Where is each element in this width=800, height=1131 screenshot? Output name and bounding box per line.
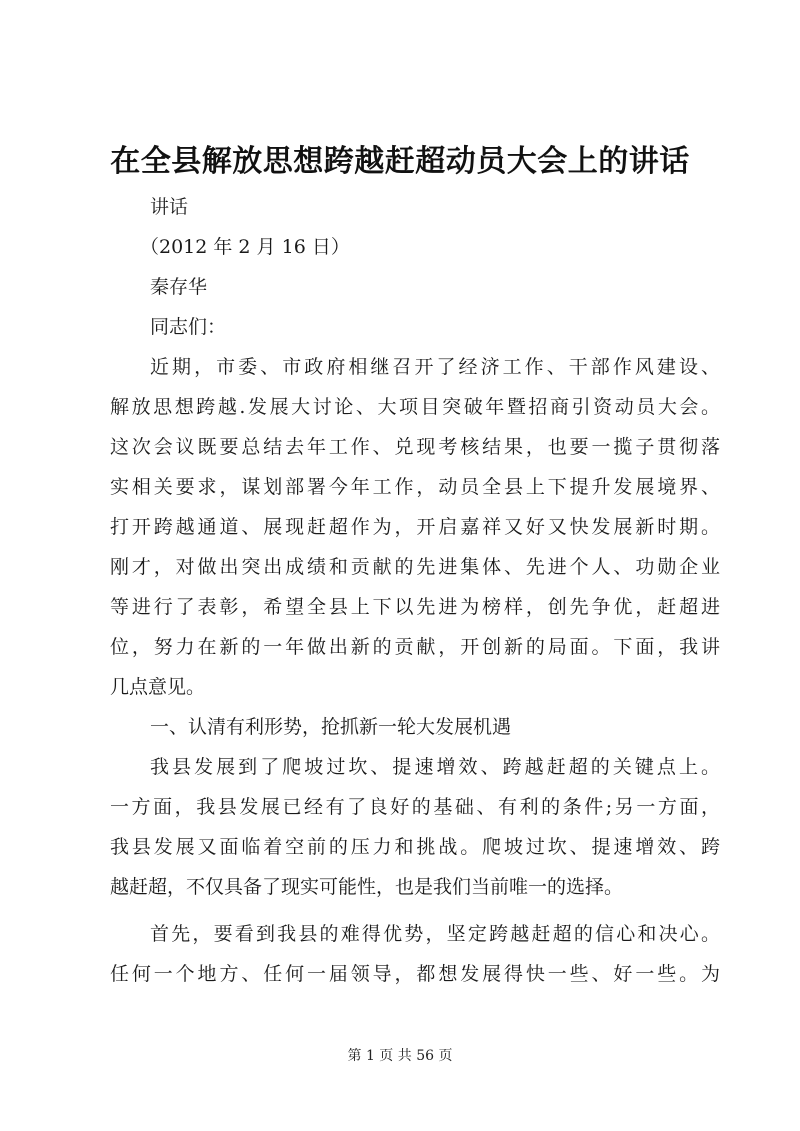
paragraph-line: 打开跨越通道、展现赶超作为，开启嘉祥又好又快发展新时期。 xyxy=(110,516,720,538)
paragraph-line: 实相关要求，谋划部署今年工作，动员全县上下提升发展境界、 xyxy=(110,476,720,498)
genre-label: 讲话 xyxy=(150,196,189,218)
paragraph-line: 刚才，对做出突出成绩和贡献的先进集体、先进个人、功勋企业 xyxy=(110,556,720,578)
paragraph-line: 首先，要看到我县的难得优势，坚定跨越赶超的信心和决心。 xyxy=(150,923,720,945)
paragraph-line: 解放思想跨越.发展大讨论、大项目突破年暨招商引资动员大会。 xyxy=(110,396,720,418)
paragraph-line: 任何一个地方、任何一届领导，都想发展得快一些、好一些。为 xyxy=(110,963,720,985)
paragraph-line: 几点意见。 xyxy=(110,676,206,698)
section-heading: 一、认清有利形势，抢抓新一轮大发展机遇 xyxy=(150,716,512,738)
paragraph-line: 一方面，我县发展已经有了良好的基础、有利的条件;另一方面， xyxy=(110,796,720,818)
speaker-name: 秦存华 xyxy=(150,276,208,298)
paragraph-line: 我县发展到了爬坡过坎、提速增效、跨越赶超的关键点上。 xyxy=(150,756,720,778)
document-title: 在全县解放思想跨越赶超动员大会上的讲话 xyxy=(110,144,690,179)
speech-date: （2012 年 2 月 16 日） xyxy=(140,236,350,258)
paragraph-line: 等进行了表彰，希望全县上下以先进为榜样，创先争优，赶超进 xyxy=(110,596,720,618)
salutation: 同志们： xyxy=(150,316,227,338)
paragraph-line: 越赶超，不仅具备了现实可能性，也是我们当前唯一的选择。 xyxy=(110,876,624,898)
paragraph-line: 位，努力在新的一年做出新的贡献，开创新的局面。下面，我讲 xyxy=(110,636,720,658)
paragraph-line: 我县发展又面临着空前的压力和挑战。爬坡过坎、提速增效、跨 xyxy=(110,836,720,858)
page-number-footer: 第 1 页 共 56 页 xyxy=(347,1048,453,1064)
paragraph-line: 这次会议既要总结去年工作、兑现考核结果，也要一揽子贯彻落 xyxy=(110,436,720,458)
paragraph-line: 近期，市委、市政府相继召开了经济工作、干部作风建设、 xyxy=(150,356,720,378)
